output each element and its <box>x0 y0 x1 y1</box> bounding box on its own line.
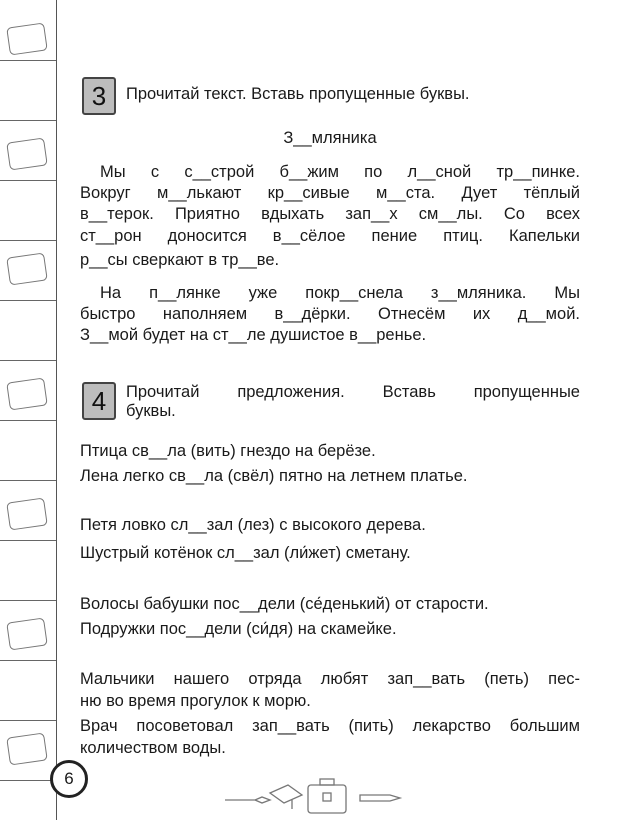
task-4-sentence: Птица св__ла (вить) гнездо на берёзе. <box>80 442 376 460</box>
page-number: 6 <box>50 760 88 798</box>
task-4-sentence: Волосы бабушки пос__дели (се́денький) от старости. <box>80 595 489 613</box>
phone-doodle-icon <box>6 497 48 530</box>
task-3-text-line: в__терок. Приятно вдыхать зап__х см__лы. Со всех <box>80 205 580 223</box>
globe-doodle-icon <box>6 377 48 410</box>
task-4-sentence: Шустрый котёнок сл__зал (ли́жет) сметану. <box>80 544 411 562</box>
task-3-text-line: ст__рон доносится в__сёлое пение птиц. Капельки <box>80 227 580 245</box>
task-4-sentence: Мальчики нашего отряда любят зап__вать (петь) пес- <box>80 670 580 688</box>
task-4-sentence: Лена легко св__ла (свёл) пятно на летнем платье. <box>80 467 468 485</box>
task-3-number-badge: 3 <box>82 77 116 115</box>
task-4-instruction: Прочитай предложения. Вставь пропущенные <box>126 383 580 401</box>
task-3-text-line: р__сы сверкают в тр__ве. <box>80 251 280 269</box>
book-doodle-icon <box>6 22 48 55</box>
decorative-margin <box>0 0 57 820</box>
task-4-sentence: количеством воды. <box>80 739 226 757</box>
task-3-text-line: На п__лянке уже покр__снела з__мляника. Мы <box>100 284 580 302</box>
magnifier-doodle-icon <box>6 617 48 650</box>
task-4-sentence: Врач посоветовал зап__вать (пить) лекарство большим <box>80 717 580 735</box>
task-3-text-line: Вокруг м__лькают кр__сивые м__ста. Дует тёплый <box>80 184 580 202</box>
task-3-text-line: Мы с с__строй б__жим по л__сной тр__пинке. <box>100 163 580 181</box>
task-4-sentence: Петя ловко сл__зал (лез) с высокого дерева. <box>80 516 426 534</box>
footer-school-doodles-icon <box>220 775 410 815</box>
task-4-number-badge: 4 <box>82 382 116 420</box>
task-3-title: З__мляника <box>283 129 377 147</box>
task-3-text-line: быстро наполняем в__дёрки. Отнесём их д__мой. <box>80 305 580 323</box>
backpack-doodle-icon <box>6 252 48 285</box>
task-4-sentence: ню во время прогулок к морю. <box>80 692 311 710</box>
cup-doodle-icon <box>6 732 48 765</box>
task-4-sentence: Подружки пос__дели (си́дя) на скамейке. <box>80 620 397 638</box>
task-4-instruction: буквы. <box>126 402 176 420</box>
task-3-text-line: З__мой будет на ст__ле душистое в__ренье. <box>80 326 427 344</box>
notebook-doodle-icon <box>6 137 48 170</box>
task-3-instruction: Прочитай текст. Вставь пропущенные буквы. <box>126 85 470 103</box>
